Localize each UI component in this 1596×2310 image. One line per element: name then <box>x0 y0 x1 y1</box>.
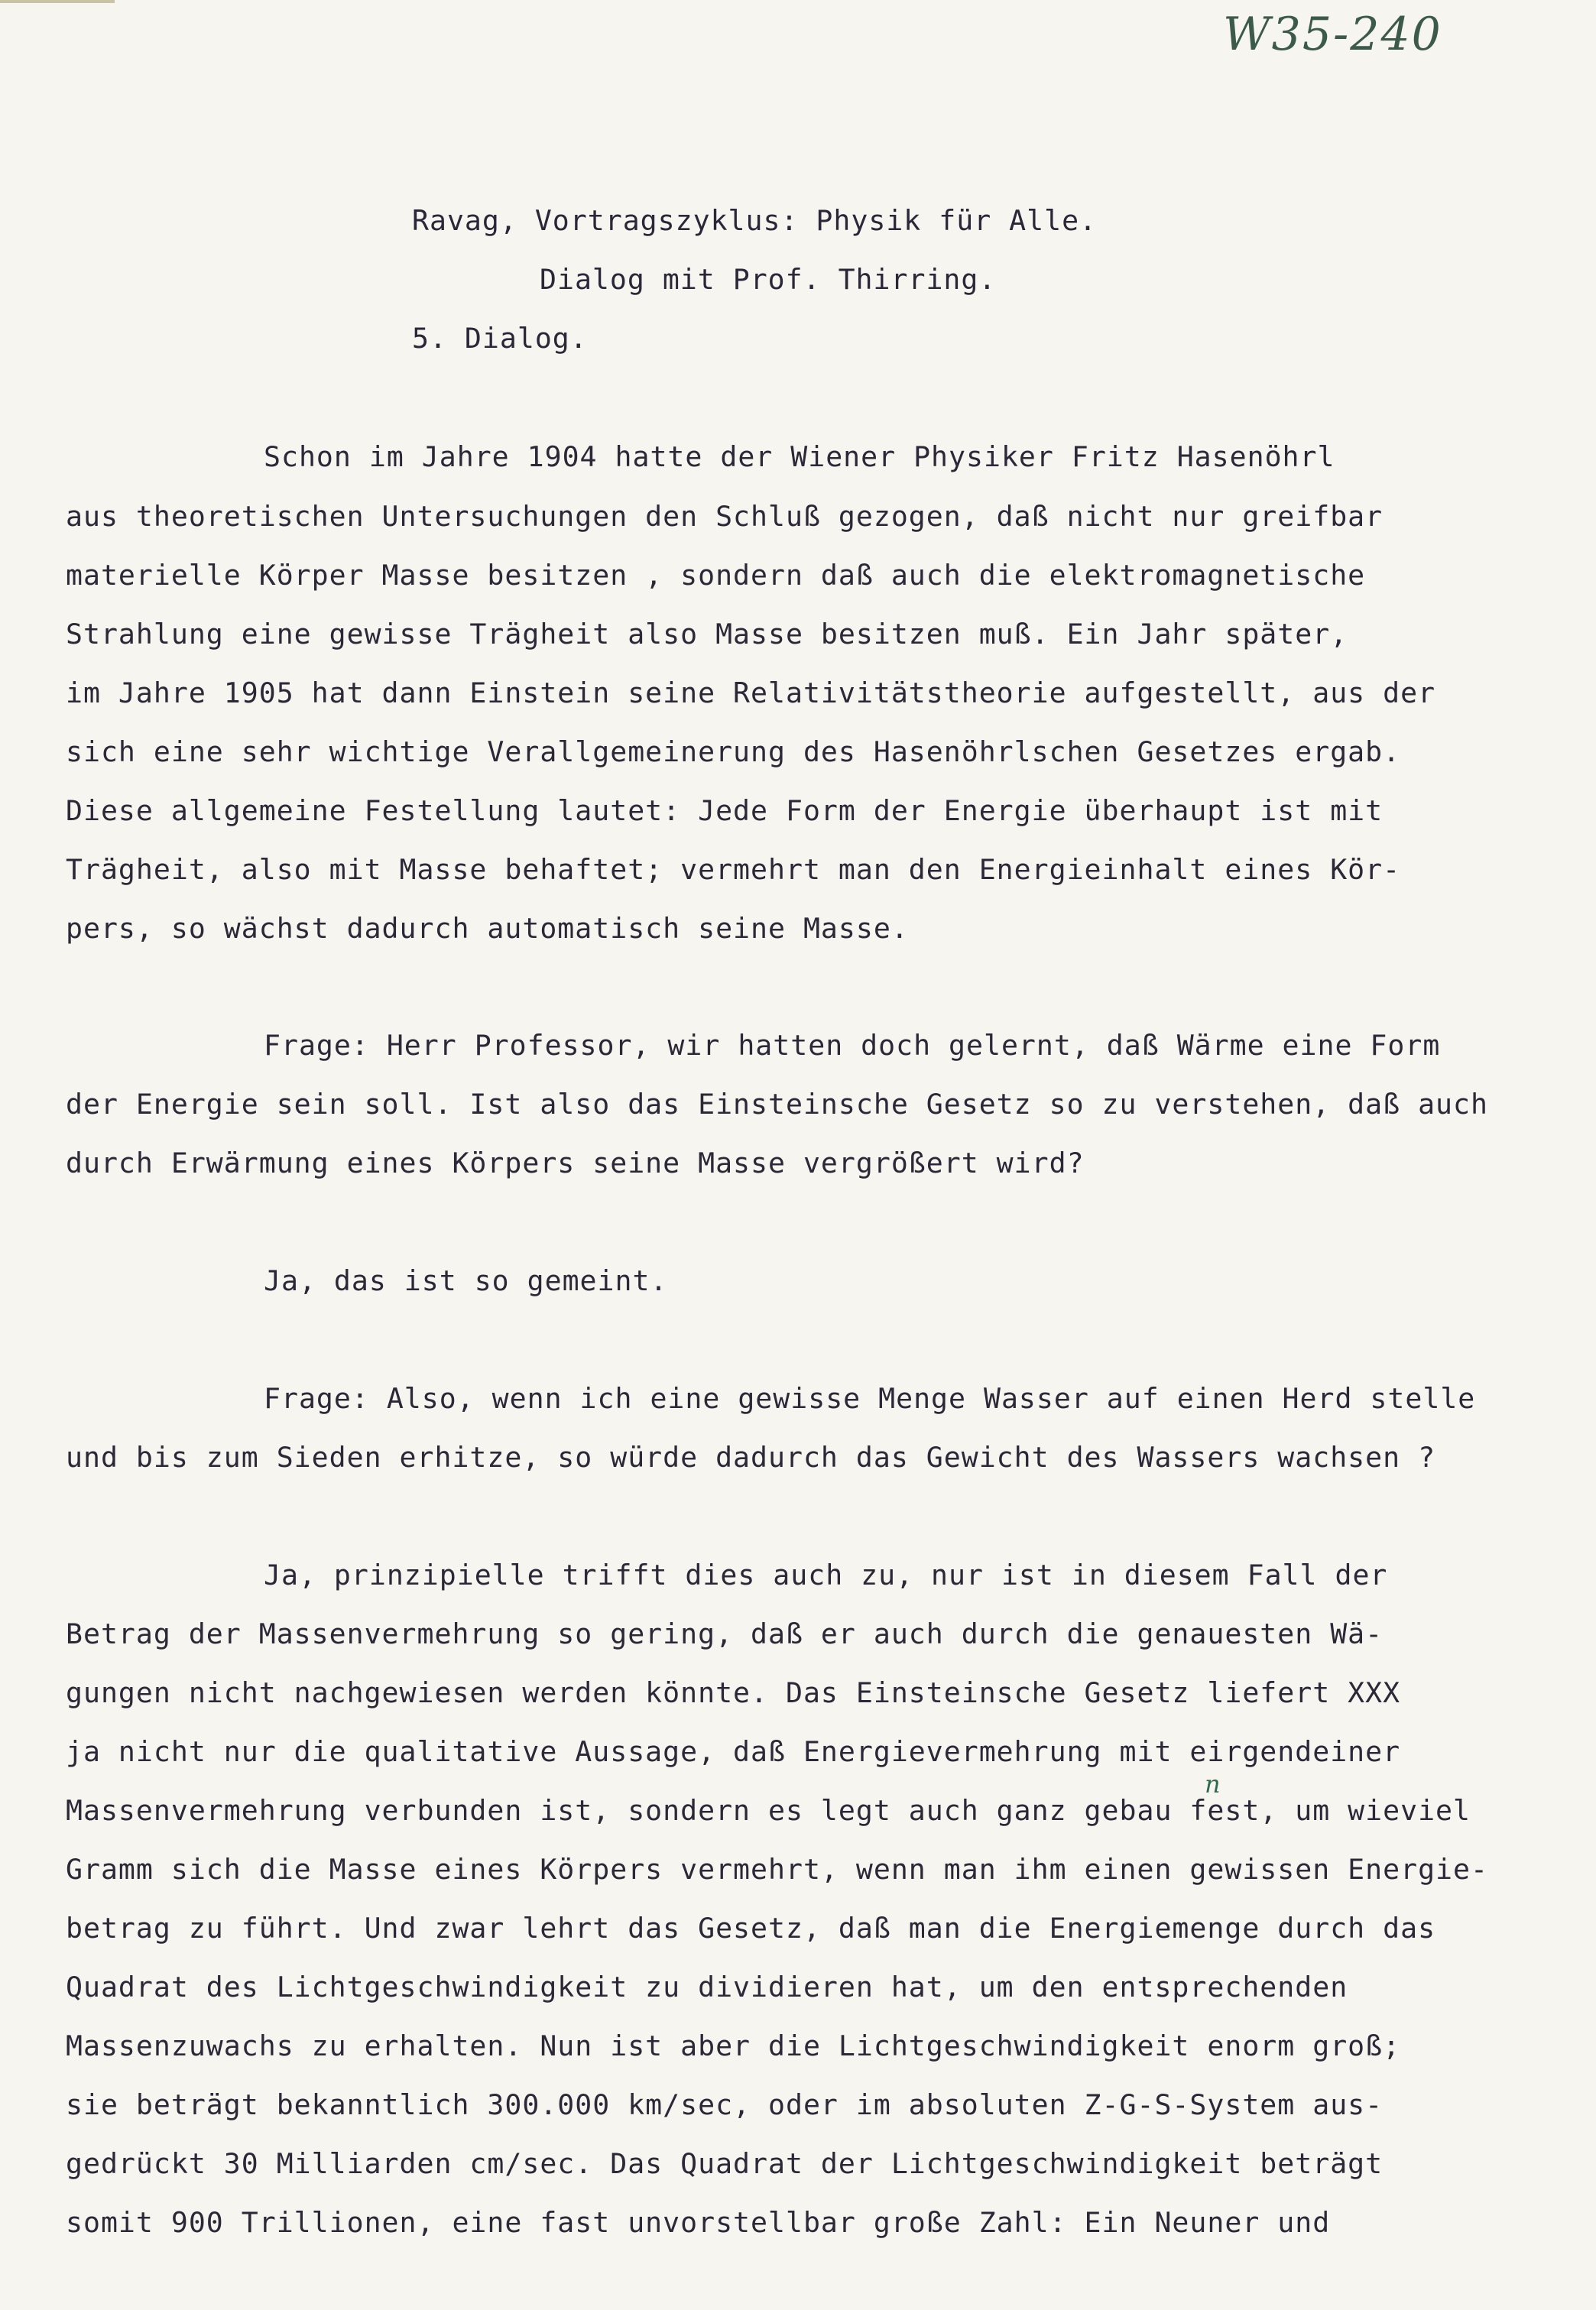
text-line: sich eine sehr wichtige Verallgemeinerung des Hasenöhrlschen Gesetzes ergab. <box>66 735 1401 768</box>
text-line: aus theoretischen Untersuchungen den Schluß gezogen, daß nicht nur greifbar <box>66 500 1384 533</box>
text-line: Frage: Herr Professor, wir hatten doch gelernt, daß Wärme eine Form <box>264 1029 1441 1062</box>
text-line: Betrag der Massenvermehrung so gering, daß er auch durch die genauesten Wä- <box>66 1617 1384 1650</box>
heading-line: Ravag, Vortragszyklus: Physik für Alle. <box>412 204 1098 237</box>
text-line: ja nicht nur die qualitative Aussage, daß Energievermehrung mit eirgendeiner <box>66 1735 1401 1768</box>
text-line: Ja, das ist so gemeint. <box>264 1264 668 1297</box>
text-line: Schon im Jahre 1904 hatte der Wiener Physiker Fritz Hasenöhrl <box>264 440 1335 473</box>
text-line: durch Erwärmung eines Körpers seine Masse vergrößert wird? <box>66 1147 1085 1179</box>
text-line: sie beträgt bekanntlich 300.000 km/sec, oder im absoluten Z-G-S-System aus- <box>66 2088 1384 2121</box>
text-line: Diese allgemeine Festellung lautet: Jede Form der Energie überhaupt ist mit <box>66 794 1384 827</box>
text-line: pers, so wächst dadurch automatisch seine Masse. <box>66 912 909 945</box>
text-line: somit 900 Trillionen, eine fast unvorstellbar große Zahl: Ein Neuner und <box>66 2206 1331 2239</box>
text-line: Massenzuwachs zu erhalten. Nun ist aber die Lichtgeschwindigkeit enorm groß; <box>66 2029 1401 2062</box>
text-line: im Jahre 1905 hat dann Einstein seine Relativitätstheorie aufgestellt, aus der <box>66 676 1436 709</box>
text-line: und bis zum Sieden erhitze, so würde dadurch das Gewicht des Wassers wachsen ? <box>66 1441 1436 1474</box>
text-line: Frage: Also, wenn ich eine gewisse Menge Wasser auf einen Herd stelle <box>264 1382 1476 1415</box>
text-line: Trägheit, also mit Masse behaftet; vermehrt man den Energieinhalt eines Kör- <box>66 853 1401 886</box>
text-line: der Energie sein soll. Ist also das Einsteinsche Gesetz so zu verstehen, daß auch <box>66 1088 1488 1121</box>
text-line: Quadrat des Lichtgeschwindigkeit zu dividieren hat, um den entsprechenden <box>66 1971 1348 2003</box>
archive-number: W35-240 <box>1223 8 1442 61</box>
text-line: betrag zu führt. Und zwar lehrt das Gesetz, daß man die Energiemenge durch das <box>66 1912 1436 1945</box>
text-line: gedrückt 30 Milliarden cm/sec. Das Quadrat der Lichtgeschwindigkeit beträgt <box>66 2147 1384 2180</box>
text-line: Massenvermehrung verbunden ist, sondern es legt auch ganz gebau fest, um wieviel <box>66 1794 1471 1827</box>
handwritten-correction: n <box>1205 1770 1221 1799</box>
scan-edge-mark <box>0 0 115 3</box>
text-line: Gramm sich die Masse eines Körpers vermehrt, wenn man ihm einen gewissen Energie- <box>66 1853 1488 1886</box>
heading-line: Dialog mit Prof. Thirring. <box>540 263 997 296</box>
text-line: gungen nicht nachgewiesen werden könnte. Das Einsteinsche Gesetz liefert XXX <box>66 1676 1401 1709</box>
text-line: Ja, prinzipielle trifft dies auch zu, nur ist in diesem Fall der <box>264 1559 1388 1591</box>
text-line: materielle Körper Masse besitzen , sondern daß auch die elektromagnetische <box>66 559 1366 592</box>
text-line: Strahlung eine gewisse Trägheit also Masse besitzen muß. Ein Jahr später, <box>66 618 1348 650</box>
heading-line: 5. Dialog. <box>412 322 588 355</box>
